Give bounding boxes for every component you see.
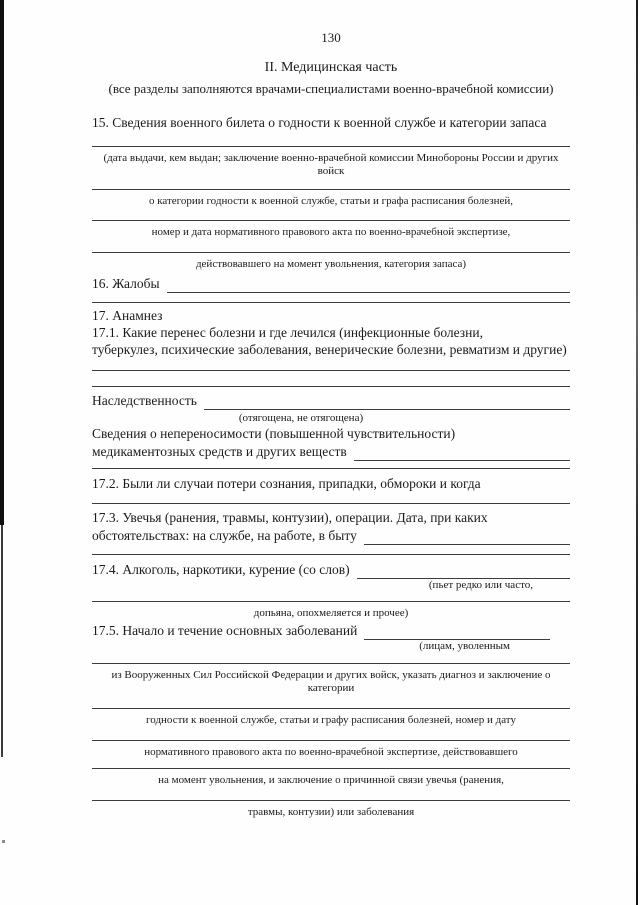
item-15-caption-3: номер и дата нормативного правового акта по военно-врачебной экспертизе, [151, 226, 511, 238]
item-15-blank-line-4 [92, 252, 570, 271]
item-17-4-row [92, 561, 570, 579]
scan-artifact-right-edge [636, 0, 638, 905]
scan-artifact-speck [2, 840, 5, 843]
item-15-blank-line-3 [92, 220, 570, 239]
section-note: (все разделы заполняются врачами-специалистами военно-врачебной комиссии) [108, 81, 554, 96]
item-17-3-text-line-1: 17.3. Увечья (ранения, травмы, контузии), операции. Дата, при каких [92, 509, 488, 525]
item-17-3-row [92, 527, 570, 545]
item-16-blank-field [167, 277, 570, 293]
item-17-5-blank-line-5 [92, 768, 570, 787]
scan-artifact-left-edge-lower [1, 525, 3, 757]
item-15-blank-line-2 [92, 189, 570, 208]
item-17-5-blank-line-2 [92, 663, 570, 695]
item-16-label: 16. Жалобы [92, 276, 160, 291]
heredity-row [92, 392, 570, 410]
item-15-label: 15. Сведения военного билета о годности к военной службе и категории запаса [92, 115, 547, 130]
scan-artifact-left-edge-top [0, 0, 4, 525]
intolerance-text-line-2: медикаментозных средств и других веществ [92, 443, 347, 459]
item-17-label: 17. Анамнез [92, 308, 163, 323]
item-17-5-label: 17.5. Начало и течение основных заболеваний [92, 622, 358, 638]
form-content [92, 0, 570, 819]
item-17-5-caption-3: годности к военной службе, статьи и графу расписания болезней, номер и дату [146, 713, 516, 726]
item-15-caption-1: (дата выдачи, кем выдан; заключение военно-врачебной комиссии Минобороны России и других войск [103, 152, 559, 177]
item-17-3-blank-field [364, 529, 570, 545]
item-17-2-label: 17.2. Были ли случаи потери сознания, припадки, обмороки и когда [92, 475, 481, 491]
item-17-5-caption-right: (лицам, уволенным [419, 639, 510, 652]
item-17-5-blank-line-4 [92, 740, 570, 759]
heredity-caption: (отягощена, не отягощена) [238, 411, 364, 424]
item-16-blank-line-2 [92, 302, 570, 303]
item-17-1-text-line-1: 17.1. Какие перенес болезни и где лечился (инфекционные болезни, [92, 325, 483, 340]
heredity-blank-field [204, 394, 570, 410]
item-15-caption-4: действовавшего на момент увольнения, категория запаса) [195, 258, 467, 270]
intolerance-row [92, 443, 570, 461]
item-15-caption-2: о категории годности к военной службе, статьи и графа расписания болезней, [148, 195, 514, 207]
intolerance-blank-line-2 [92, 468, 570, 469]
item-17-5-blank-line-6 [92, 800, 570, 819]
item-17-4-blank-field [357, 563, 570, 579]
item-17-5-caption-6: травмы, контузии) или заболевания [247, 805, 415, 818]
page-number: 130 [321, 30, 341, 45]
item-17-1-blank-line-1 [92, 370, 570, 371]
item-17-4-caption-2: допьяна, опохмеляется и прочее) [253, 606, 409, 619]
intolerance-text-line-1: Сведения о непереносимости (повышенной чувствительности) [92, 425, 456, 441]
item-17-5-caption-2: из Вооруженных Сил Российской Федерации и других войск, указать диагноз и заключение о категории [111, 668, 551, 694]
item-17-5-caption-5: на момент увольнения, и заключение о причинной связи увечья (ранения, [158, 773, 504, 786]
section-title: II. Медицинская часть [264, 60, 398, 75]
heredity-label: Наследственность [92, 392, 197, 408]
item-17-3-blank-line-2 [92, 554, 570, 555]
intolerance-blank-field [354, 445, 570, 461]
item-17-4-caption-1: (пьет редко или часто, [428, 578, 533, 591]
item-17-5-caption-4: нормативного правового акта по военно-врачебной экспертизе, действовавшего [144, 745, 518, 758]
item-17-3-text-line-2: обстоятельствах: на службе, на работе, в быту [92, 527, 357, 543]
item-17-5-blank-field [364, 624, 550, 640]
item-17-5-row [92, 622, 570, 640]
item-17-5-blank-line-3 [92, 708, 570, 727]
item-16-row [92, 275, 570, 293]
item-17-1-text-line-2: туберкулез, психические заболевания, венерические болезни, ревматизм и другие) [92, 342, 567, 357]
item-15-blank-line-1 [92, 146, 570, 178]
item-17-1-blank-line-2 [92, 386, 570, 387]
item-17-2-blank-line [92, 503, 570, 504]
item-17-4-blank-line-2 [92, 601, 570, 620]
item-17-4-label: 17.4. Алкоголь, наркотики, курение (со слов) [92, 561, 350, 577]
